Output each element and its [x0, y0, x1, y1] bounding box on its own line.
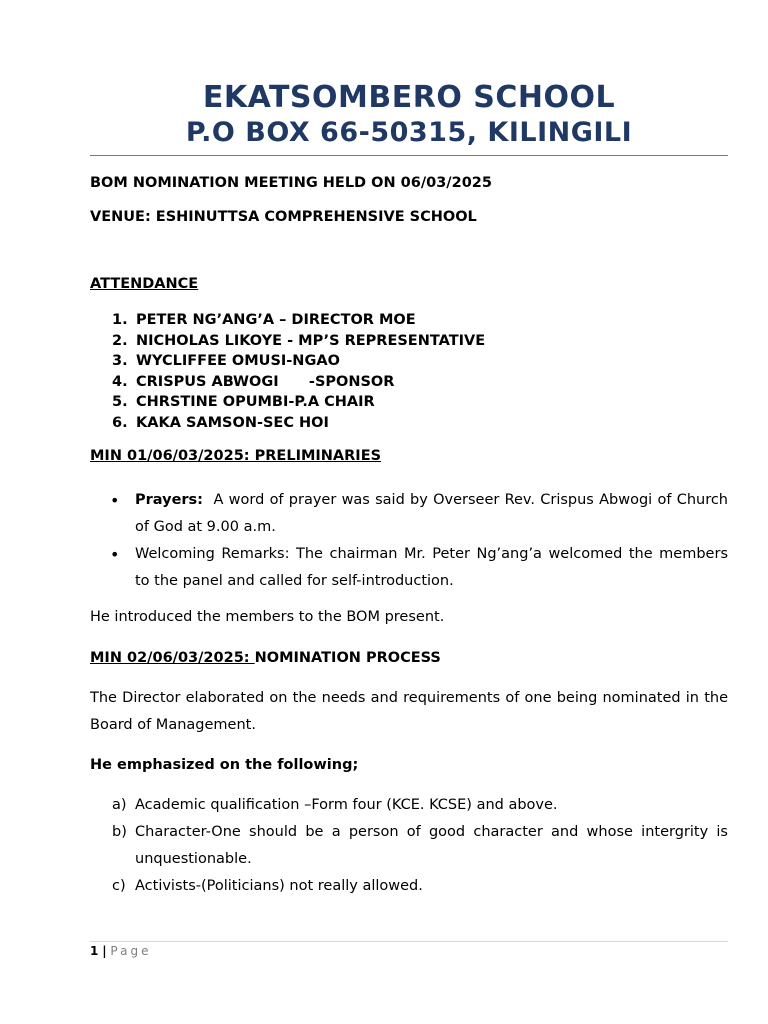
min2-requirements-list [112, 792, 728, 900]
meeting-venue: VENUE: ESHINUTTSA COMPREHENSIVE SCHOOL [90, 209, 477, 225]
min2-heading-number: MIN 02/06/03/2025: [90, 650, 255, 666]
attendee-name: KAKA SAMSON-SEC HOI [136, 414, 329, 431]
page-footer [90, 944, 151, 958]
bullet-icon: • [110, 545, 120, 564]
list-number: 6. [112, 414, 128, 431]
list-number: 5. [112, 394, 128, 410]
min1-heading: MIN 01/06/03/2025: PRELIMINARIES [90, 448, 382, 464]
list-item [112, 873, 728, 900]
min2-paragraph: The Director elaborated on the needs and requirements of one being nominated in the Board of Management. [90, 690, 728, 733]
list-item [112, 331, 485, 352]
min1-closing-text: He introduced the members to the BOM present. [90, 609, 445, 625]
attendee-name: CHRSTINE OPUMBI-P.A CHAIR [136, 394, 375, 410]
attendee-name: WYCLIFFEE OMUSI-NGAO [136, 353, 340, 369]
list-item [110, 487, 733, 541]
list-letter: b) [112, 824, 127, 840]
min2-heading-title: NOMINATION PROCESS [254, 650, 441, 666]
attendee-name: CRISPUS ABWOGI -SPONSOR [136, 373, 395, 390]
min1-bullet-list [110, 487, 733, 595]
list-item [112, 310, 485, 331]
list-letter: a) [112, 797, 127, 813]
list-item [112, 392, 485, 413]
school-name: EKATSOMBERO SCHOOL [202, 80, 616, 115]
list-number: 4. [112, 373, 128, 390]
bullet-text: A word of prayer was said by Overseer Rev. Crispus Abwogi of Church of God at 9.00 a.m. [135, 492, 733, 535]
meeting-title: BOM NOMINATION MEETING HELD ON 06/03/2025 [90, 175, 492, 191]
list-letter: c) [112, 878, 126, 894]
list-number: 3. [112, 353, 128, 369]
bullet-icon: • [110, 491, 120, 510]
footer-separator: | [102, 944, 107, 958]
list-item [112, 413, 485, 434]
list-item [112, 819, 728, 873]
list-item [110, 541, 728, 595]
footer-divider [90, 941, 728, 942]
list-number: 2. [112, 332, 128, 349]
bullet-text: Welcoming Remarks: The chairman Mr. Peter Ng’ang’a welcomed the members to the panel and called for self-introduction. [135, 546, 728, 589]
requirement-text: Activists-(Politicians) not really allowed. [135, 878, 423, 894]
requirement-text: Academic qualification –Form four (KCE. KCSE) and above. [135, 797, 558, 813]
attendance-heading: ATTENDANCE [90, 276, 199, 292]
header-divider [90, 155, 728, 156]
page-label: Page [110, 944, 152, 958]
min2-emphasis: He emphasized on the following; [90, 757, 359, 773]
bullet-label: Prayers: [135, 492, 203, 508]
school-address: P.O BOX 66-50315, KILINGILI [185, 117, 633, 148]
list-item [112, 792, 728, 819]
attendance-list [112, 310, 485, 433]
list-number: 1. [112, 312, 128, 328]
requirement-text: Character-One should be a person of good character and whose intergrity is unquestionable. [135, 824, 728, 867]
attendee-name: NICHOLAS LIKOYE - MP’S REPRESENTATIVE [136, 332, 486, 349]
page-number: 1 [90, 944, 99, 958]
min2-heading [90, 650, 441, 666]
list-item [112, 351, 485, 372]
attendee-name: PETER NG’ANG’A – DIRECTOR MOE [136, 312, 416, 328]
list-item [112, 372, 485, 393]
